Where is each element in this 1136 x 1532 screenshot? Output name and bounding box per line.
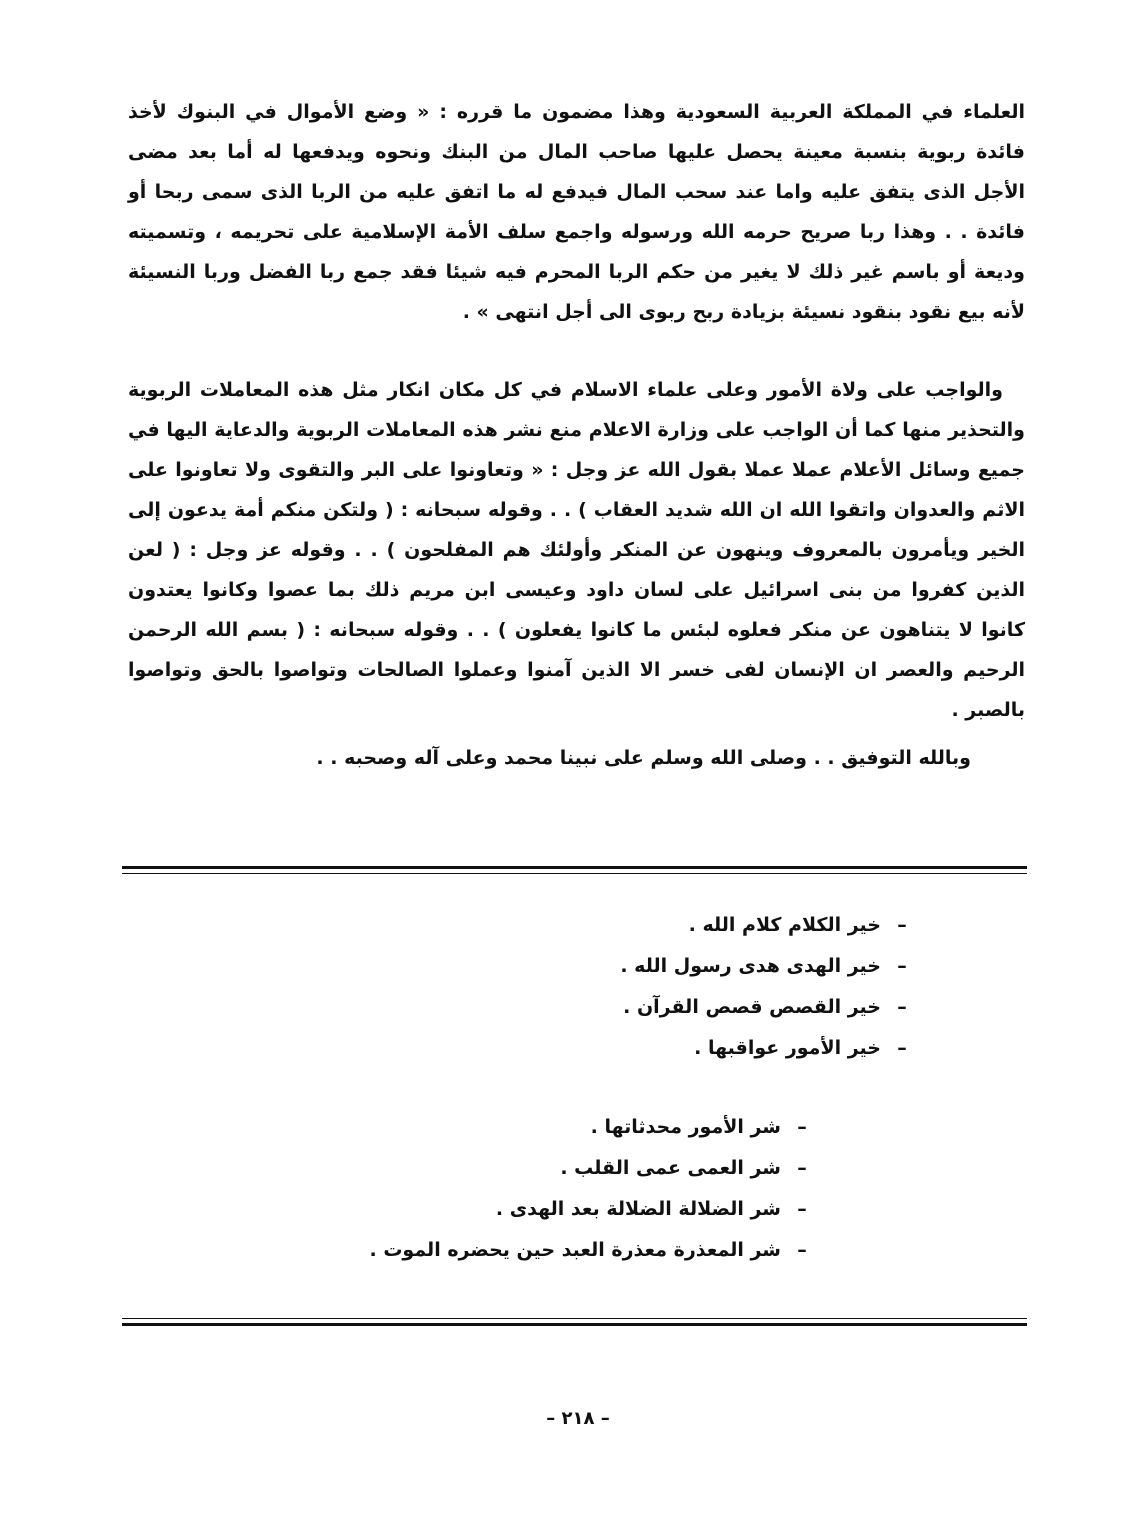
list-dash: –	[797, 1157, 807, 1179]
list-item-text: شر العمى عمى القلب .	[560, 1157, 781, 1179]
sayings-list-bad	[369, 1107, 811, 1271]
list-dash: –	[797, 1198, 807, 1220]
list-item-text: شر المعذرة معذرة العبد حين يحضره الموت .	[369, 1239, 781, 1261]
list-item-text: خير الكلام كلام الله .	[688, 914, 881, 936]
list-item	[369, 1107, 811, 1148]
list-item-text: خير القصص قصص القرآن .	[623, 996, 881, 1018]
list-dash: –	[797, 1116, 807, 1138]
list-dash: –	[897, 1037, 907, 1059]
sayings-list-good	[620, 905, 911, 1069]
body-paragraph-2: والواجب على ولاة الأمور وعلى علماء الاسلام في كل مكان انكار مثل هذه المعاملات الربوية والتحذير منها كما أن الواجب على وزارة الاعلام منع نشر هذه المعاملات الربوية والدعاية اليها في جميع وسائل الأعلام عملا عملا بقول الله عز وجل : « وتعاونوا على البر والتقوى ولا تعاونوا على الاثم والعدوان واتقوا الله ان الله شديد العقاب ) . . وقوله سبحانه : ( ولتكن منكم أمة يدعون إلى الخير ويأمرون بالمعروف وينهون عن المنكر وأولئك هم المفلحون ) . . وقوله عز وجل : ( لعن الذين كفروا من بنى اسرائيل على لسان داود وعيسى ابن مريم ذلك بما عصوا وكانوا يعتدون كانوا لا يتناهون عن منكر فعلوه لبئس ما كانوا يفعلون ) . . وقوله سبحانه : ( بسم الله الرحمن الرحيم والعصر ان الإنسان لفى خسر الا الذين آمنوا وعملوا الصالحات وتواصوا بالحق وتواصوا بالصبر .	[128, 379, 1025, 721]
list-item	[620, 1028, 911, 1069]
body-paragraph-1: العلماء في المملكة العربية السعودية وهذا مضمون ما قرره : « وضع الأموال في البنوك لأخذ فائدة ربوية بنسبة معينة يحصل عليها صاحب المال من البنك ونحوه ويدفعها له أما بعد مضى الأجل الذى يتفق عليه واما عند سحب المال فيدفع له ما اتفق عليه من الربا الذى سمى ربحا أو فائدة . . وهذا ربا صريح حرمه الله ورسوله واجمع سلف الأمة الإسلامية على تحريمه ، وتسميته وديعة أو باسم غير ذلك لا يغير من حكم الربا المحرم فيه شيئا فقد جمع ربا الفضل وربا النسيئة لأنه بيع نقود بنقود نسيئة بزيادة ربح ربوى الى أجل انتهى » .	[128, 101, 1025, 323]
list-dash: –	[897, 914, 907, 936]
list-item-text: خير الهدى هدى رسول الله .	[620, 955, 881, 977]
bottom-divider-thin	[122, 1318, 1027, 1319]
list-item	[369, 1148, 811, 1189]
list-dash: –	[897, 996, 907, 1018]
list-item	[620, 946, 911, 987]
bottom-divider-thick	[122, 1323, 1027, 1326]
page-number: – ٢١٨ –	[546, 1408, 610, 1429]
closing-line: وبالله التوفيق . . وصلى الله وسلم على نبينا محمد وعلى آله وصحبه . .	[316, 747, 971, 769]
list-item-text: شر الضلالة الضلالة بعد الهدى .	[495, 1198, 781, 1220]
list-item-text: خير الأمور عواقبها .	[694, 1037, 881, 1059]
list-item	[620, 905, 911, 946]
top-divider-thick	[122, 866, 1027, 869]
list-dash: –	[897, 955, 907, 977]
list-item	[369, 1189, 811, 1230]
top-divider-thin	[122, 873, 1027, 874]
list-item-text: شر الأمور محدثاتها .	[590, 1116, 781, 1138]
list-item	[369, 1230, 811, 1271]
list-item	[620, 987, 911, 1028]
list-dash: –	[797, 1239, 807, 1261]
